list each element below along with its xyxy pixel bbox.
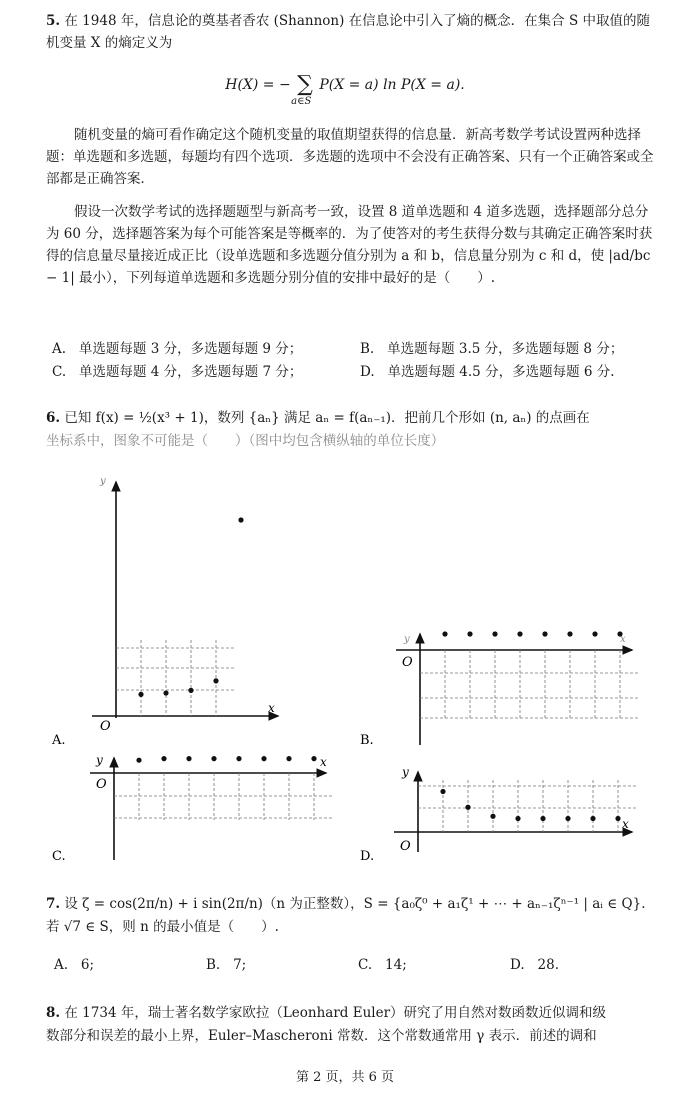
- graph-d-point: [540, 816, 545, 821]
- q5-number: 5.: [46, 13, 61, 29]
- graph-c-point: [211, 756, 216, 761]
- graph-b-label: B.: [360, 733, 374, 748]
- formula-right: P(X = a) ln P(X = a).: [319, 76, 465, 93]
- q7-line1: 7. 设 ζ = cos(2π/n) + i sin(2π/n)（n 为正整数），S = {a₀ζ⁰ + a₁ζ¹ + ⋯ + aₙ₋₁ζⁿ⁻¹ | aᵢ ∈ Q}.: [46, 896, 646, 912]
- graph-c: [52, 753, 334, 864]
- graph-d: [360, 765, 638, 864]
- graph-a-origin: O: [100, 719, 111, 734]
- graph-c-point: [311, 756, 316, 761]
- graph-a: [51, 476, 278, 748]
- graph-c-point: [261, 756, 266, 761]
- graph-d-point: [565, 816, 570, 821]
- graph-d-point: [440, 789, 445, 794]
- q8-line2: 数部分和误差的最小上界，Euler–Mascheroni 常数．这个常数通常用 γ 表示．前述的调和: [46, 1028, 597, 1044]
- graph-a-y-label: y: [100, 476, 106, 487]
- graph-c-point: [136, 758, 141, 763]
- graph-a-point: [238, 517, 243, 522]
- graph-d-origin: O: [400, 839, 411, 854]
- q5-option-d: D. 单选题每题 4.5 分，多选题每题 6 分.: [360, 364, 615, 380]
- q7-option-c: C. 14;: [358, 957, 407, 973]
- graph-b-point: [517, 631, 522, 636]
- graph-b-point: [467, 631, 472, 636]
- graph-a-point: [188, 688, 193, 693]
- graph-c-point: [186, 756, 191, 761]
- graph-c-point: [236, 756, 241, 761]
- q5-option-a: A. 单选题每题 3 分，多选题每题 9 分；: [52, 341, 303, 357]
- graph-a-point: [213, 678, 218, 683]
- q8-line1: 8. 在 1734 年，瑞士著名数学家欧拉（Leonhard Euler）研究了用自然对数函数近似调和级: [46, 1005, 607, 1021]
- graph-d-point: [615, 816, 620, 821]
- graph-d-point: [515, 816, 520, 821]
- graph-a-label: A.: [52, 733, 66, 748]
- graph-b: [360, 631, 640, 748]
- q5-intro-text: 在 1948 年，信息论的奠基者香农 (Shannon) 在信息论中引入了熵的概念．在集合 S 中取值的随机变量 X 的熵定义为: [46, 13, 650, 51]
- graph-a-x-label: x: [268, 701, 275, 715]
- graph-d-point: [465, 805, 470, 810]
- q5-intro: [46, 10, 656, 54]
- graph-c-origin: O: [96, 777, 107, 792]
- q6-graphs: [0, 460, 690, 880]
- graph-c-point: [286, 756, 291, 761]
- graph-c-point: [161, 756, 166, 761]
- q7-option-a: A. 6;: [54, 957, 95, 973]
- graph-c-x-label: x: [320, 755, 327, 769]
- q7-line2: 若 √7 ∈ S，则 n 的最小值是（ ）.: [46, 919, 279, 935]
- graph-d-point: [590, 816, 595, 821]
- graph-c-label: C.: [52, 849, 66, 864]
- page-footer: 第 2 页，共 6 页: [295, 1070, 395, 1085]
- graph-b-y-label: y: [404, 634, 410, 645]
- graph-b-point: [592, 631, 597, 636]
- graph-a-point: [163, 690, 168, 695]
- graph-a-point: [138, 692, 143, 697]
- q5-para1: 随机变量的熵可看作确定这个随机变量的取值期望获得的信息量．新高考数学考试设置两种选择题：单选题和多选题，每题均有四个选项．多选题的选项中不会没有正确答案、只有一个正确答案或全部都是正确答案．: [46, 127, 654, 187]
- graph-d-y-label: y: [402, 765, 409, 779]
- graph-c-y-label: y: [96, 753, 103, 767]
- q7-option-b: B. 7;: [206, 957, 247, 973]
- graph-b-point: [567, 631, 572, 636]
- q5-option-c: C. 单选题每题 4 分，多选题每题 7 分；: [52, 364, 303, 380]
- graph-b-origin: O: [402, 655, 413, 670]
- q6-line1: 6. 已知 f(x) = ½(x³ + 1)，数列 {aₙ} 满足 aₙ = f(aₙ₋₁)．把前几个形如 (n, aₙ) 的点画在: [46, 410, 590, 426]
- q7-option-d: D. 28.: [510, 957, 559, 973]
- graph-d-point: [490, 814, 495, 819]
- graph-b-point: [442, 631, 447, 636]
- graph-b-point: [542, 631, 547, 636]
- q5-option-b: B. 单选题每题 3.5 分，多选题每题 8 分；: [360, 341, 624, 357]
- sum-subscript: a∈S: [291, 96, 312, 107]
- q6-line2: 坐标系中，图象不可能是（ ）（图中均包含横纵轴的单位长度）: [46, 433, 445, 449]
- sum-symbol: ∑ a∈S: [291, 72, 313, 107]
- graph-d-x-label: x: [622, 817, 629, 831]
- graph-b-point: [492, 631, 497, 636]
- formula-left: H(X) = −: [225, 76, 291, 93]
- graph-d-label: D.: [360, 849, 375, 864]
- q5-para2: 假设一次数学考试的选择题题型与新高考一致，设置 8 道单选题和 4 道多选题，选择题部分总分为 60 分，选择题答案为每个可能答案是等概率的．为了使答对的考生获得分数与其确定正确答案时获得的信息量尽量接近成正比（设单选题和多选题分值分别为 a 和 b，信息量分别为 c 和 d，使 |ad/bc − 1| 最小），下列每道单选题和多选题分别分值的安排中最好的是（ ）.: [46, 204, 653, 286]
- entropy-formula: [0, 72, 690, 107]
- graph-b-x-label: x: [620, 634, 626, 645]
